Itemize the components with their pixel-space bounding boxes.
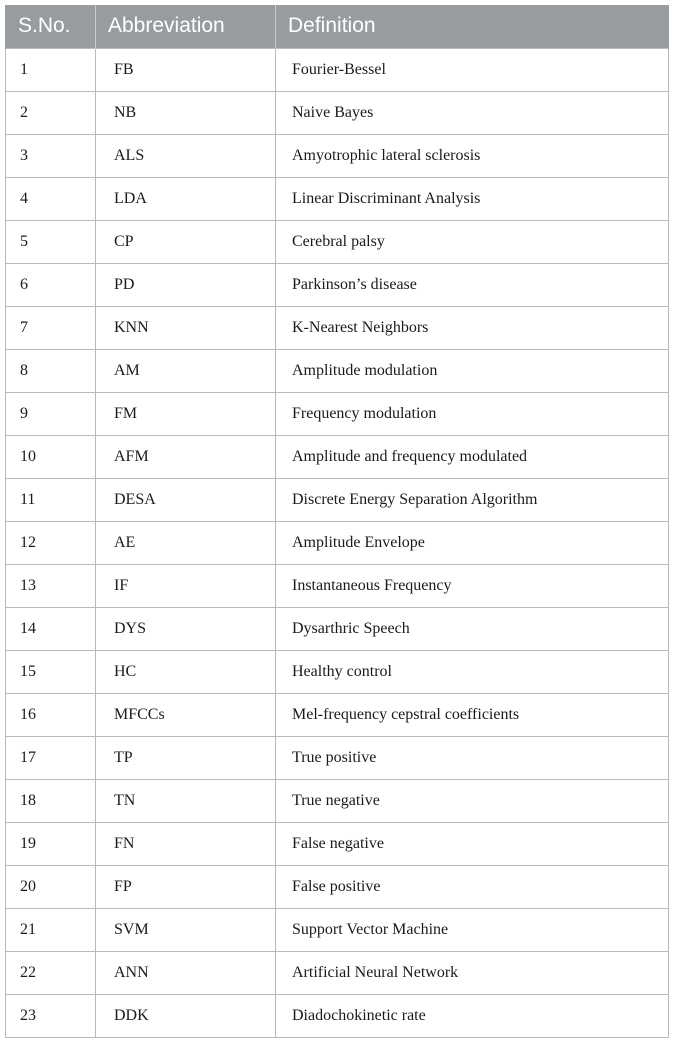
cell-sno: 18	[6, 779, 96, 822]
table-row	[6, 607, 669, 650]
table-header	[6, 5, 669, 48]
cell-sno: 6	[6, 263, 96, 306]
abbreviations-table-container	[5, 5, 668, 1038]
cell-definition: False positive	[276, 865, 669, 908]
table-row	[6, 478, 669, 521]
cell-definition: Artificial Neural Network	[276, 951, 669, 994]
cell-sno: 3	[6, 134, 96, 177]
cell-abbreviation: ALS	[96, 134, 276, 177]
cell-sno: 7	[6, 306, 96, 349]
cell-definition: Diadochokinetic rate	[276, 994, 669, 1037]
table-row	[6, 134, 669, 177]
cell-abbreviation: SVM	[96, 908, 276, 951]
cell-definition: Amyotrophic lateral sclerosis	[276, 134, 669, 177]
cell-sno: 12	[6, 521, 96, 564]
cell-definition: Linear Discriminant Analysis	[276, 177, 669, 220]
table-body	[6, 48, 669, 1037]
cell-abbreviation: FM	[96, 392, 276, 435]
table-row	[6, 91, 669, 134]
cell-sno: 2	[6, 91, 96, 134]
cell-abbreviation: AE	[96, 521, 276, 564]
cell-sno: 16	[6, 693, 96, 736]
cell-definition: Healthy control	[276, 650, 669, 693]
cell-abbreviation: LDA	[96, 177, 276, 220]
table-row	[6, 392, 669, 435]
table-row	[6, 177, 669, 220]
table-row	[6, 822, 669, 865]
cell-abbreviation: TP	[96, 736, 276, 779]
table-row	[6, 564, 669, 607]
cell-definition: Naive Bayes	[276, 91, 669, 134]
table-row	[6, 220, 669, 263]
cell-abbreviation: IF	[96, 564, 276, 607]
table-row	[6, 779, 669, 822]
table-row	[6, 521, 669, 564]
cell-abbreviation: AFM	[96, 435, 276, 478]
cell-abbreviation: FN	[96, 822, 276, 865]
table-row	[6, 736, 669, 779]
header-row	[6, 5, 669, 48]
cell-abbreviation: DDK	[96, 994, 276, 1037]
cell-sno: 15	[6, 650, 96, 693]
cell-sno: 13	[6, 564, 96, 607]
cell-definition: Support Vector Machine	[276, 908, 669, 951]
table-row	[6, 951, 669, 994]
cell-sno: 23	[6, 994, 96, 1037]
table-row	[6, 349, 669, 392]
cell-sno: 5	[6, 220, 96, 263]
header-sno: S.No.	[6, 5, 96, 48]
table-row	[6, 306, 669, 349]
abbreviations-table	[5, 5, 669, 1038]
cell-sno: 1	[6, 48, 96, 91]
table-row	[6, 865, 669, 908]
cell-abbreviation: KNN	[96, 306, 276, 349]
header-definition: Definition	[276, 5, 669, 48]
table-row	[6, 994, 669, 1037]
table-row	[6, 908, 669, 951]
cell-sno: 9	[6, 392, 96, 435]
table-row	[6, 650, 669, 693]
cell-sno: 22	[6, 951, 96, 994]
cell-definition: Mel-frequency cepstral coefficients	[276, 693, 669, 736]
cell-abbreviation: PD	[96, 263, 276, 306]
cell-abbreviation: TN	[96, 779, 276, 822]
table-row	[6, 263, 669, 306]
cell-definition: K-Nearest Neighbors	[276, 306, 669, 349]
cell-sno: 21	[6, 908, 96, 951]
cell-sno: 8	[6, 349, 96, 392]
cell-definition: False negative	[276, 822, 669, 865]
cell-definition: True negative	[276, 779, 669, 822]
cell-definition: Fourier-Bessel	[276, 48, 669, 91]
cell-sno: 17	[6, 736, 96, 779]
table-row	[6, 48, 669, 91]
table-row	[6, 693, 669, 736]
cell-definition: Amplitude modulation	[276, 349, 669, 392]
cell-sno: 20	[6, 865, 96, 908]
cell-abbreviation: DESA	[96, 478, 276, 521]
cell-abbreviation: CP	[96, 220, 276, 263]
cell-sno: 4	[6, 177, 96, 220]
cell-abbreviation: DYS	[96, 607, 276, 650]
cell-abbreviation: MFCCs	[96, 693, 276, 736]
cell-sno: 14	[6, 607, 96, 650]
cell-definition: Amplitude Envelope	[276, 521, 669, 564]
cell-abbreviation: AM	[96, 349, 276, 392]
cell-definition: Cerebral palsy	[276, 220, 669, 263]
cell-abbreviation: HC	[96, 650, 276, 693]
cell-abbreviation: NB	[96, 91, 276, 134]
cell-definition: Frequency modulation	[276, 392, 669, 435]
cell-definition: Dysarthric Speech	[276, 607, 669, 650]
cell-abbreviation: ANN	[96, 951, 276, 994]
cell-definition: Parkinson’s disease	[276, 263, 669, 306]
cell-abbreviation: FP	[96, 865, 276, 908]
cell-abbreviation: FB	[96, 48, 276, 91]
cell-definition: Instantaneous Frequency	[276, 564, 669, 607]
cell-sno: 10	[6, 435, 96, 478]
cell-definition: Discrete Energy Separation Algorithm	[276, 478, 669, 521]
cell-sno: 19	[6, 822, 96, 865]
header-abbreviation: Abbreviation	[96, 5, 276, 48]
cell-definition: Amplitude and frequency modulated	[276, 435, 669, 478]
cell-definition: True positive	[276, 736, 669, 779]
cell-sno: 11	[6, 478, 96, 521]
table-row	[6, 435, 669, 478]
